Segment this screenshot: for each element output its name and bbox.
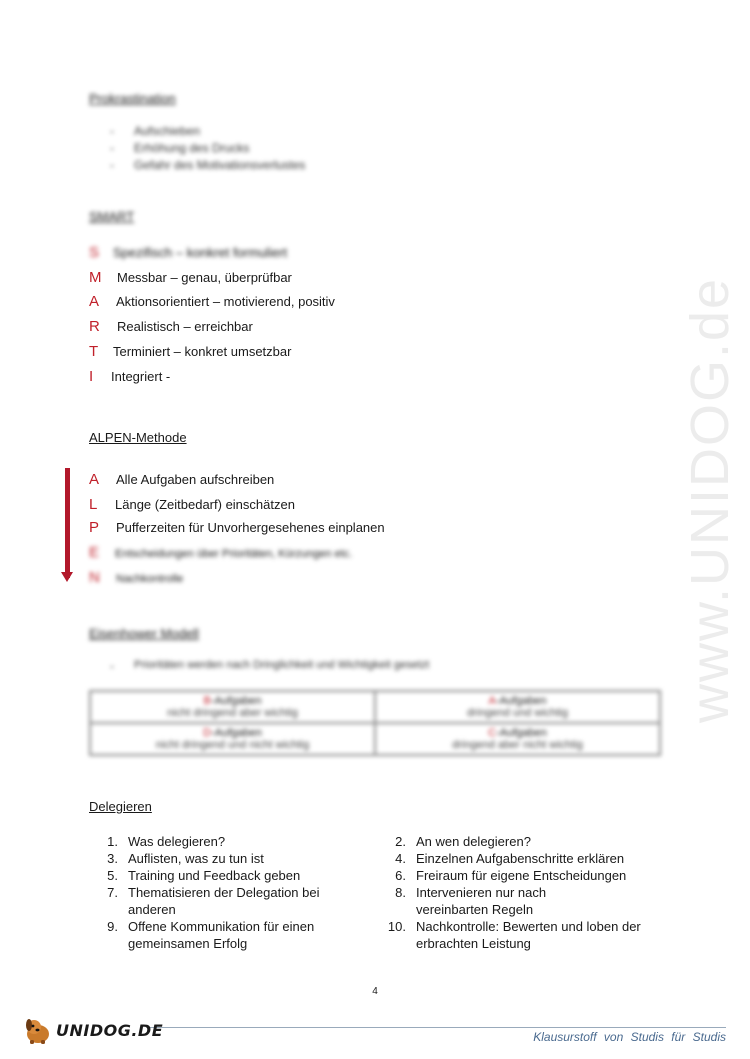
alpen-row: A Alle Aufgaben aufschreiben	[89, 471, 275, 488]
dog-icon	[22, 1014, 54, 1046]
list-item: 6. Freiraum für eigene Entscheidungen	[395, 868, 627, 883]
alpen-arrow-bar	[65, 468, 70, 578]
prokrastination-heading: Prokrastination	[89, 91, 176, 106]
list-item: 1. Was delegieren?	[107, 834, 226, 849]
smart-row: A Aktionsorientiert – motivierend, positiv	[89, 293, 335, 310]
footer-divider	[150, 1027, 726, 1028]
list-item: 4. Einzelnen Aufgabenschritte erklären	[395, 851, 625, 866]
matrix-cell: C-Aufgaben dringend aber nicht wichtig	[375, 723, 660, 755]
eisenhower-heading: Eisenhower Modell	[89, 626, 199, 641]
delegieren-list-right	[378, 833, 656, 952]
alpen-row: P Pufferzeiten für Unvorhergesehenes einplanen	[89, 519, 385, 536]
footer-tagline: Klausurstoff von Studis für Studis	[533, 1030, 726, 1044]
delegieren-heading: Delegieren	[89, 799, 152, 814]
matrix-cell: B-Aufgaben nicht dringend aber wichtig	[90, 691, 375, 723]
alpen-heading: ALPEN-Methode	[89, 430, 187, 445]
watermark: www.UNIDOG.de	[680, 276, 740, 724]
eisenhower-bullet	[110, 659, 429, 676]
alpen-row: E Entscheidungen über Prioritäten, Kürzungen etc.	[89, 544, 353, 561]
alpen-arrow-tip	[61, 572, 73, 582]
matrix-cell: A-Aufgaben dringend und wichtig	[375, 691, 660, 723]
alpen-row: N Nachkontrolle	[89, 569, 184, 586]
prokrastination-list	[110, 124, 305, 175]
list-item: 9. Offene Kommunikation für einen gemeinsamen Erfolg	[107, 919, 315, 951]
eisenhower-matrix	[89, 690, 661, 756]
logo-text: UNIDOG.DE	[56, 1020, 164, 1040]
smart-row: S Spezifisch – konkret formuliert	[89, 244, 288, 261]
list-item: 3. Auflisten, was zu tun ist	[107, 851, 264, 866]
delegieren-list-left	[90, 833, 338, 952]
list-item: - Prioritäten werden nach Dringlichkeit und Wichtigkeit gesetzt	[110, 659, 430, 673]
matrix-cell: D-Aufgaben nicht dringend und nicht wichtig	[90, 723, 375, 755]
list-item: - Gefahr des Motivationsverlustes	[110, 158, 306, 172]
list-item: 7. Thematisieren der Delegation bei anderen	[107, 885, 320, 917]
list-item: - Aufschieben	[110, 124, 201, 138]
list-item: 10. Nachkontrolle: Bewerten und loben der erbrachten Leistung	[387, 919, 641, 951]
smart-row: I Integriert -	[89, 368, 171, 385]
list-item: 5. Training und Feedback geben	[107, 868, 301, 883]
smart-row: R Realistisch – erreichbar	[89, 318, 253, 335]
unidog-logo	[22, 1014, 163, 1046]
list-item: 8. Intervenieren nur nach vereinbarten Regeln	[395, 885, 547, 917]
list-item: - Erhöhung des Drucks	[110, 141, 250, 155]
page-number: 4	[372, 986, 378, 997]
list-item: 2. An wen delegieren?	[395, 834, 531, 849]
smart-heading: SMART	[89, 209, 135, 224]
alpen-row: L Länge (Zeitbedarf) einschätzen	[89, 496, 295, 513]
smart-row: M Messbar – genau, überprüfbar	[89, 269, 292, 286]
smart-row: T Terminiert – konkret umsetzbar	[89, 343, 292, 360]
